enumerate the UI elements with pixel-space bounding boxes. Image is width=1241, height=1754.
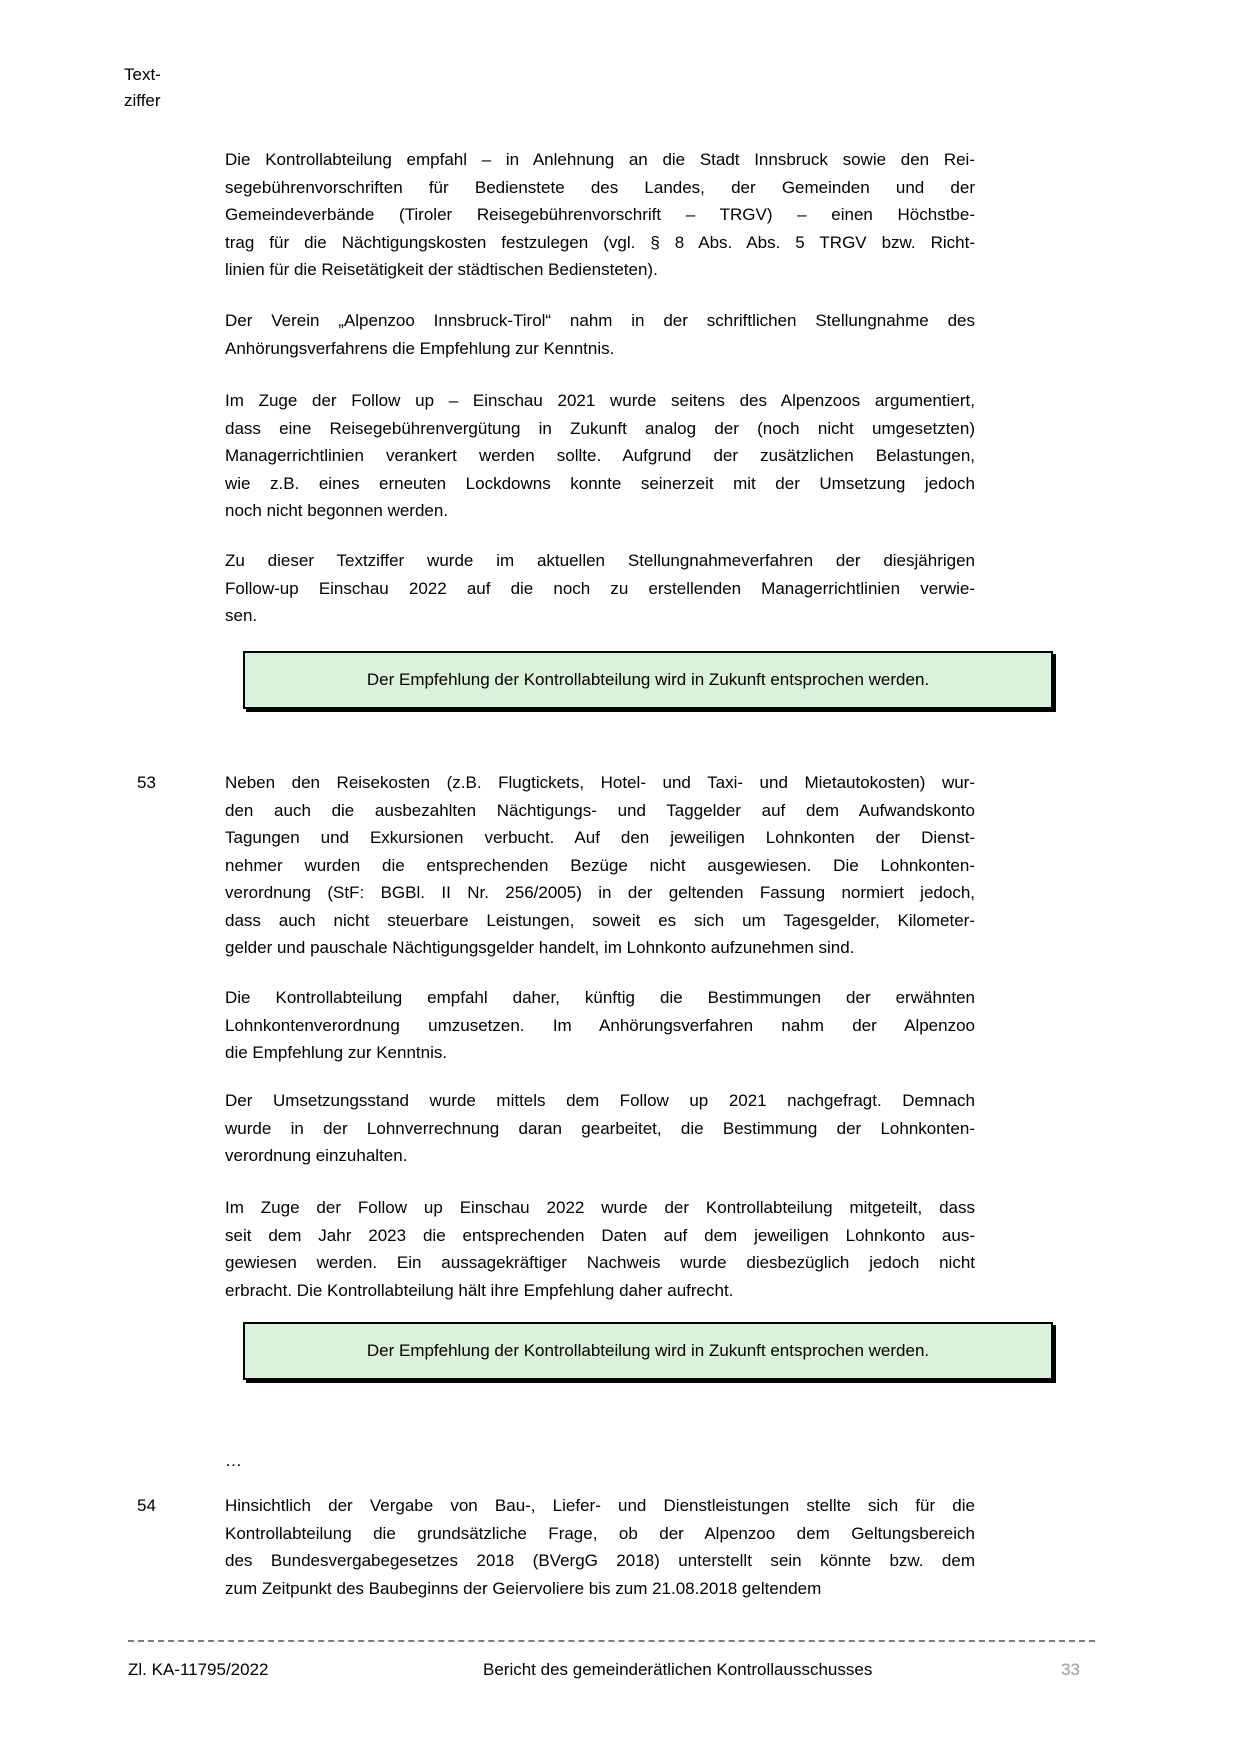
paragraph-tz53-3: Der Umsetzungsstand wurde mittels dem Follow up 2021 nachgefragt. Demnach wurde in der Lohnverrechnung daran gearbeitet, die Bestimmung der Lohnkonten- verordnung einzuhalten. (225, 1091, 975, 1165)
paragraph-intro-1: Die Kontrollabteilung empfahl – in Anlehnung an die Stadt Innsbruck sowie den Rei- segebührenvorschriften für Bedienstete des Landes, der Gemeinden und der Gemeindeverbände (Tiroler Reisegebührenvorschrift – TRGV) – einen Höchstbe- trag für die Nächtigungskosten festzulegen (vgl. § 8 Abs. Abs. 5 TRGV bzw. Richt- linien für die Reisetätigkeit der städtischen Bediensteten). (225, 150, 975, 279)
omission-ellipsis: … (225, 1451, 242, 1470)
paragraph-intro-4: Zu dieser Textziffer wurde im aktuellen Stellungnahmeverfahren der diesjährigen Follow-up Einschau 2022 auf die noch zu erstellenden Managerrichtlinien verwie- sen. (225, 551, 975, 625)
textziffer-number-53: 53 (137, 773, 156, 792)
recommendation-text: Der Empfehlung der Kontrollabteilung wird in Zukunft entsprochen werden. (366, 670, 930, 689)
paragraph-tz53-1: Neben den Reisekosten (z.B. Flugtickets, Hotel- und Taxi- und Mietautokosten) wur- den auch die ausbezahlten Nächtigungs- und Taggelder auf dem Aufwandskonto Tagungen und Exkursionen verbucht. Auf den jeweiligen Lohnkonten der Dienst- nehmer wurden die entsprechenden Bezüge nicht ausgewiesen. Die Lohnkonten- verordnung (StF: BGBl. II Nr. 256/2005) in der geltenden Fassung normiert jedoch, dass auch nicht steuerbare Leistungen, soweit es sich um Tagesgelder, Kilometer- gelder und pauschale Nächtigungsgelder handelt, im Lohnkonto aufzunehmen sind. (225, 773, 975, 957)
paragraph-intro-2: Der Verein „Alpenzoo Innsbruck-Tirol“ nahm in der schriftlichen Stellungnahme des Anhörungsverfahrens die Empfehlung zur Kenntnis. (225, 311, 975, 358)
paragraph-tz53-2: Die Kontrollabteilung empfahl daher, künftig die Bestimmungen der erwähnten Lohnkontenverordnung umzusetzen. Im Anhörungsverfahren nahm der Alpenzoo die Empfehlung zur Kenntnis. (225, 988, 975, 1062)
footer-divider (128, 1640, 1095, 1642)
margin-column-label-line2: ziffer (124, 91, 161, 110)
section-textziffer-54 (137, 1492, 975, 1602)
section-textziffer-53 (137, 769, 975, 962)
paragraph-tz54-1: Hinsichtlich der Vergabe von Bau-, Liefer- und Dienstleistungen stellte sich für die Kontrollabteilung die grundsätzliche Frage, ob der Alpenzoo dem Geltungsbereich des Bundesvergabegesetzes 2018 (BVergG 2018) unterstellt sein könnte bzw. dem zum Zeitpunkt des Baubeginns der Geiervoliere bis zum 21.08.2018 geltendem (225, 1496, 975, 1598)
content-column (137, 0, 975, 1602)
textziffer-number-54: 54 (137, 1496, 156, 1515)
footer-page-number: 33 (1061, 1660, 1080, 1679)
paragraph-tz53-4: Im Zuge der Follow up Einschau 2022 wurde der Kontrollabteilung mitgeteilt, dass seit dem Jahr 2023 die entsprechenden Daten auf dem jeweiligen Lohnkonto aus- gewiesen werden. Ein aussagekräftiger Nachweis wurde diesbezüglich jedoch nicht erbracht. Die Kontrollabteilung hält ihre Empfehlung daher aufrecht. (225, 1198, 975, 1300)
paragraph-intro-3: Im Zuge der Follow up – Einschau 2021 wurde seitens des Alpenzoos argumentiert, dass eine Reisegebührenvergütung in Zukunft analog der (noch nicht umgesetzten) Managerrichtlinien verankert werden sollte. Aufgrund der zusätzlichen Belastungen, wie z.B. eines erneuten Lockdowns konnte seinerzeit mit der Umsetzung jedoch noch nicht begonnen werden. (225, 391, 975, 520)
recommendation-box (243, 1322, 1053, 1380)
margin-column-label (124, 62, 161, 114)
recommendation-text: Der Empfehlung der Kontrollabteilung wird in Zukunft entsprochen werden. (366, 1341, 930, 1360)
recommendation-box (243, 651, 1053, 709)
footer-reference-number: Zl. KA-11795/2022 (128, 1660, 269, 1679)
footer-document-title: Bericht des gemeinderätlichen Kontrollausschusses (483, 1660, 873, 1679)
margin-column-label-line1: Text- (124, 65, 161, 84)
